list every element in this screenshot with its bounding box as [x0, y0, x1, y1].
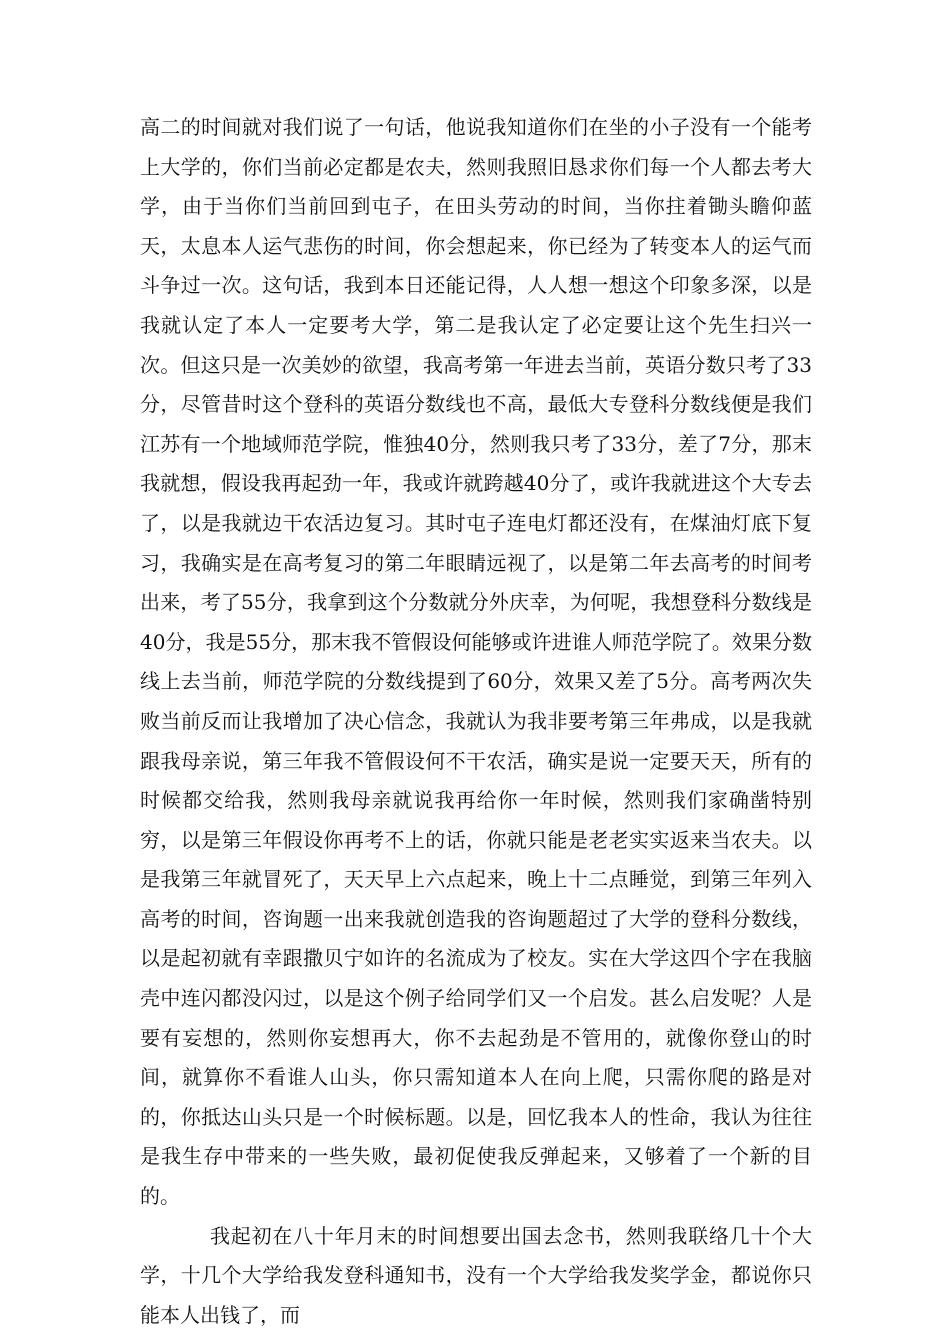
document-body — [140, 108, 812, 1335]
paragraph-2: 我起初在八十年月末的时间想要出国去念书，然则我联络几十个大学，十几个大学给我发登科通知书，没有一个大学给我发奖学金，都说你只能本人出钱了，而 — [140, 1223, 812, 1327]
paragraph-1: 高二的时间就对我们说了一句话，他说我知道你们在坐的小子没有一个能考上大学的，你们当前必定都是农夫，然则我照旧恳求你们每一个人都去考大学，由于当你们当前回到屯子，在田头劳动的时间，当你拄着锄头瞻仰蓝天，太息本人运气悲伤的时间，你会想起来，你已经为了转变本人的运气而斗争过一次。这句话，我到本日还能记得，人人想一想这个印象多深，以是我就认定了本人一定要考大学，第二是我认定了必定要让这个先生扫兴一次。但这只是一次美妙的欲望，我高考第一年进去当前，英语分数只考了33分，尽管昔时这个登科的英语分数线也不高，最低大专登科分数线便是我们江苏有一个地域师范学院，惟独40分，然则我只考了33分，差了7分，那末我就想，假设我再起劲一年，我或许就跨越40分了，或许我就进这个大专去了，以是我就边干农活边复习。其时屯子连电灯都还没有，在煤油灯底下复习，我确实是在高考复习的第二年眼睛远视了，以是第二年去高考的时间考出来，考了55分，我拿到这个分数就分外庆幸，为何呢，我想登科分数线是40分，我是55分，那末我不管假设何能够或许进谁人师范学院了。效果分数线上去当前，师范学院的分数线提到了60分，效果又差了5分。高考两次失败当前反而让我增加了决心信念，我就认为我非要考第三年弗成，以是我就跟我母亲说，第三年我不管假设何不干农活，确实是说一定要天天，所有的时候都交给我，然则我母亲就说我再给你一年时候，然则我们家确凿特别穷，以是第三年假设你再考不上的话，你就只能是老老实实返来当农夫。以是我第三年就冒死了，天天早上六点起来，晚上十二点睡觉，到第三年列入高考的时间，咨询题一出来我就创造我的咨询题超过了大学的登科分数线，以是起初就有幸跟撒贝宁如许的名流成为了校友。实在大学这四个字在我脑壳中连闪都没闪过，以是这个例子给同学们又一个启发。甚么启发呢？人是要有妄想的，然则你妄想再大，你不去起劲是不管用的，就像你登山的时间，就算你不看谁人山头，你只需知道本人在向上爬，只需你爬的路是对的，你抵达山头只是一个时候标题。以是，回忆我本人的性命，我认为往往是我生存中带来的一些失败，最初促使我反弹起来，又够着了一个新的目的。 — [140, 115, 812, 1209]
